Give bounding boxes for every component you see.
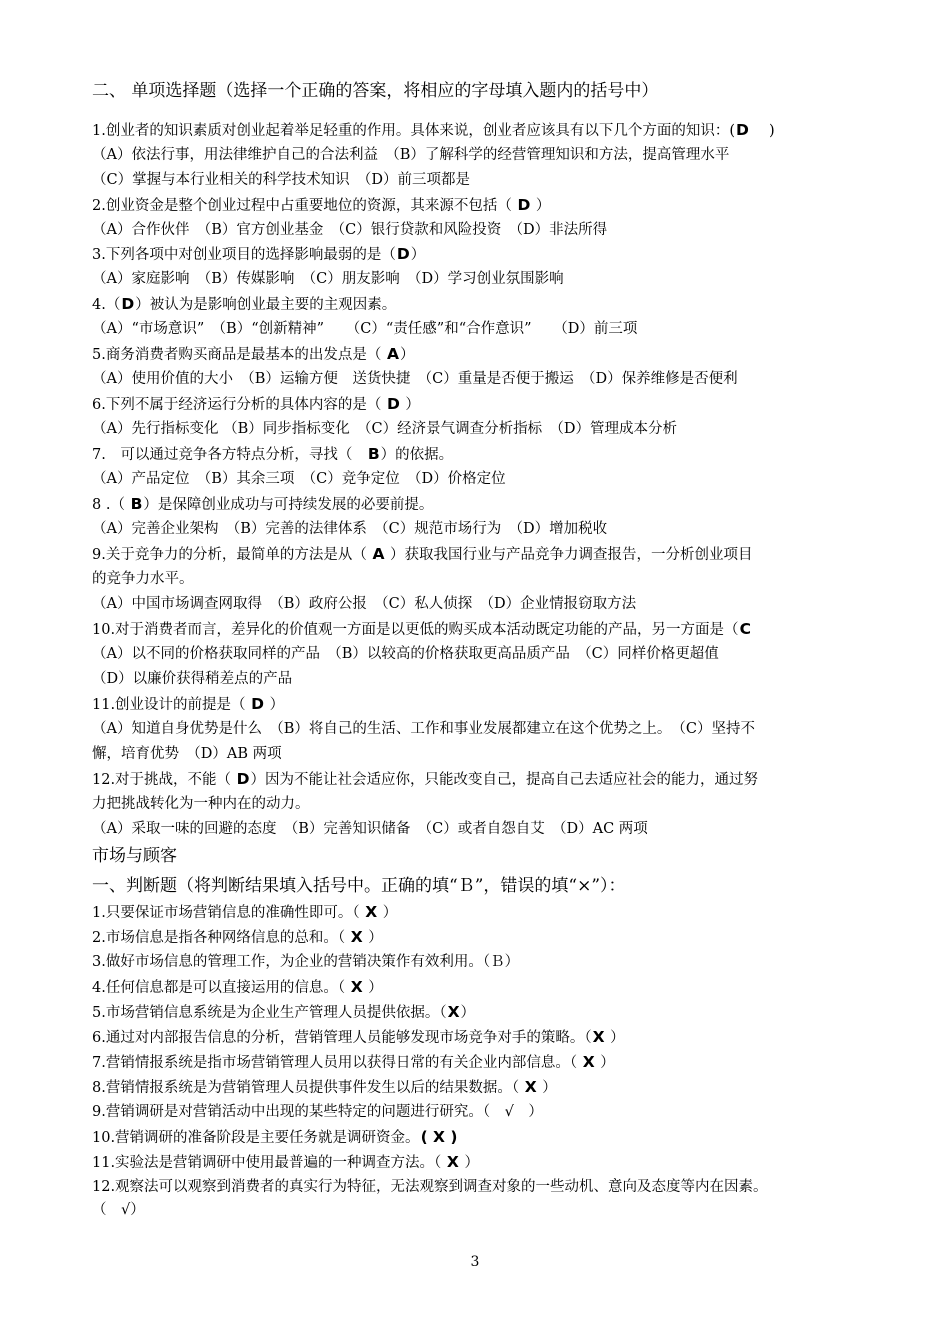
answer-mark: A — [386, 345, 399, 363]
question-text-after: ） — [460, 1005, 476, 1021]
question-text: 9.营销调研是对营销活动中出现的某些特定的问题进行研究。（ √ ） — [92, 1104, 543, 1120]
answer-mark: X — [592, 1028, 605, 1046]
question-text: （A）产品定位 （B）其余三项 （C）竞争定位 （D）价格定位 — [92, 471, 506, 487]
question-text-after: ）的依据。 — [380, 447, 454, 463]
question-text: 懈，培育优势 （D）AB 两项 — [92, 746, 282, 762]
answer-mark: D — [396, 245, 410, 263]
question-text: 12.观察法可以观察到消费者的真实行为特征，无法观察到调查对象的一些动机、意向及态度等内在因素。 — [92, 1179, 768, 1195]
answer-mark: D — [121, 295, 135, 313]
question-text-after: ） — [459, 1155, 479, 1171]
answer-mark: D — [386, 395, 400, 413]
answer-mark: D — [736, 121, 749, 139]
question-text: 2.创业资金是整个创业过程中占重要地位的资源，其来源不包括（ — [92, 198, 517, 214]
question-line — [92, 467, 872, 492]
answer-mark: C — [739, 620, 751, 638]
section-title-true-false: 一、判断题（将判断结果填入括号中。正确的填“Ｂ”，错误的填“×”）： — [92, 876, 626, 896]
question-line — [92, 193, 872, 218]
question-text: 力把挑战转化为一种内在的动力。 — [92, 796, 310, 812]
question-text: 11.创业设计的前提是（ — [92, 697, 251, 713]
question-line — [92, 767, 872, 792]
question-line — [92, 143, 872, 168]
question-text: 10.营销调研的准备阶段是主要任务就是调研资金。 — [92, 1130, 420, 1146]
question-text: （A）中国市场调查网取得 （B）政府公报 （C）私人侦探 （D）企业情报窃取方法 — [92, 596, 637, 612]
answer-mark: X — [350, 928, 363, 946]
question-line — [92, 517, 872, 542]
question-text-after: ） — [378, 905, 398, 921]
question-line — [92, 1175, 872, 1200]
question-line — [92, 292, 872, 317]
question-text-after: ）因为不能让社会适应你，只能改变自己，提高自己去适应社会的能力，通过努 — [250, 772, 759, 788]
question-text: （A）知道自身优势是什么 （B）将自己的生活、工作和事业发展都建立在这个优势之上。 （C）坚持不 — [92, 721, 755, 737]
question-text: 8 .（ — [92, 497, 130, 513]
question-text: 7. 可以通过竞争各方特点分析，寻找（ — [92, 447, 367, 463]
question-text-after: ） — [363, 980, 383, 996]
question-line — [92, 367, 872, 392]
question-text: 5.商务消费者购买商品是最基本的出发点是（ — [92, 347, 386, 363]
answer-mark: X — [350, 978, 363, 996]
question-line — [92, 168, 872, 193]
question-text-after: ） — [400, 397, 420, 413]
question-line — [92, 242, 872, 267]
question-line — [92, 118, 872, 143]
question-line — [92, 1000, 872, 1025]
page-number: 3 — [470, 1254, 480, 1270]
question-text-after: ) — [749, 123, 775, 139]
question-text-after: ） — [595, 1055, 615, 1071]
question-text: （ √） — [92, 1202, 145, 1218]
question-line — [92, 317, 872, 342]
answer-mark: A — [372, 545, 385, 563]
question-text-after: ） — [605, 1030, 625, 1046]
answer-mark: X — [365, 903, 378, 921]
question-text: 3.做好市场信息的管理工作，为企业的营销决策作有效利用。（Ｂ） — [92, 954, 520, 970]
question-text-after: ） — [363, 930, 383, 946]
question-line — [92, 1075, 872, 1100]
question-text: 5.市场营销信息系统是为企业生产管理人员提供依据。（ — [92, 1005, 447, 1021]
question-line — [92, 642, 872, 667]
question-line — [92, 717, 872, 742]
answer-mark: D — [517, 196, 531, 214]
question-text-after: ）是保障创业成功与可持续发展的必要前提。 — [143, 497, 434, 513]
question-text: 8.营销情报系统是为营销管理人员提供事件发生以后的结果数据。（ — [92, 1080, 524, 1096]
question-text: （A）以不同的价格获取同样的产品 （B）以较高的价格获取更高品质产品 （C）同样价格更超值 — [92, 646, 719, 662]
question-text-after: ）被认为是影响创业最主要的主观因素。 — [135, 297, 397, 313]
question-line — [92, 592, 872, 617]
question-line — [92, 925, 872, 950]
question-text: （A）完善企业架构 （B）完善的法律体系 （C）规范市场行为 （D）增加税收 — [92, 521, 608, 537]
question-text: （A）家庭影响 （B）传媒影响 （C）朋友影响 （D）学习创业氛围影响 — [92, 271, 564, 287]
question-text: （C）掌握与本行业相关的科学技术知识 （D）前三项都是 — [92, 172, 470, 188]
question-line — [92, 900, 872, 925]
question-text: 9.关于竞争力的分析，最简单的方法是从（ — [92, 547, 372, 563]
question-line — [92, 567, 872, 592]
question-line — [92, 975, 872, 1000]
question-text: 1.只要保证市场营销信息的准确性即可。（ — [92, 905, 365, 921]
answer-mark: X — [582, 1053, 595, 1071]
answer-mark: D — [236, 770, 250, 788]
question-text-after: ） — [410, 247, 426, 263]
question-line — [92, 218, 872, 243]
question-text: （A）合作伙伴 （B）官方创业基金 （C）银行贷款和风险投资 （D）非法所得 — [92, 222, 608, 238]
question-line — [92, 792, 872, 817]
question-text-after: ） — [265, 697, 285, 713]
question-text: 4.（ — [92, 297, 121, 313]
question-text: 3.下列各项中对创业项目的选择影响最弱的是（ — [92, 247, 396, 263]
question-text: （A）先行指标变化 （B）同步指标变化 （C）经济景气调查分析指标 （D）管理成本分析 — [92, 421, 677, 437]
question-text: 7.营销情报系统是指市场营销管理人员用以获得日常的有关企业内部信息。（ — [92, 1055, 582, 1071]
section-title-market: 市场与顾客 — [92, 846, 177, 866]
question-text: （A）“市场意识” （B）“创新精神” （C）“责任感”和“合作意识” （D）前三项 — [92, 321, 638, 337]
question-text: 6.通过对内部报告信息的分析，营销管理人员能够发现市场竞争对手的策略。（ — [92, 1030, 592, 1046]
question-line — [92, 667, 872, 692]
question-text: 1.创业者的知识素质对创业起着举足轻重的作用。具体来说，创业者应该具有以下几个方面的知识：( — [92, 123, 735, 139]
question-line — [92, 442, 872, 467]
question-text: （A）依法行事，用法律维护自己的合法利益 （B）了解科学的经营管理知识和方法，提高管理水平 — [92, 147, 730, 163]
question-line — [92, 542, 872, 567]
question-line — [92, 267, 872, 292]
question-line — [92, 1150, 872, 1175]
answer-mark: B — [367, 445, 380, 463]
question-line — [92, 1050, 872, 1075]
question-text: 12.对于挑战，不能（ — [92, 772, 236, 788]
question-text-after: ） — [531, 198, 551, 214]
question-line — [92, 417, 872, 442]
question-text: 2.市场信息是指各种网络信息的总和。（ — [92, 930, 350, 946]
question-text: （D）以廉价获得稍差点的产品 — [92, 671, 293, 687]
question-line — [92, 1198, 872, 1223]
question-text-after: ）获取我国行业与产品竞争力调查报告，一分析创业项目 — [385, 547, 753, 563]
question-text: 的竞争力水平。 — [92, 571, 194, 587]
question-line — [92, 742, 872, 767]
question-line — [92, 692, 872, 717]
question-line — [92, 1100, 872, 1125]
question-line — [92, 817, 872, 842]
question-text: 4.任何信息都是可以直接运用的信息。（ — [92, 980, 350, 996]
question-line — [92, 1025, 872, 1050]
answer-mark: ( X ) — [420, 1128, 458, 1146]
question-text-after: ） — [399, 347, 415, 363]
question-text: （A）采取一味的回避的态度 （B）完善知识储备 （C）或者自怨自艾 （D）AC 两项 — [92, 821, 648, 837]
question-text: （A）使用价值的大小 （B）运输方便 送货快捷 （C）重量是否便于搬运 （D）保养维修是否便利 — [92, 371, 738, 387]
question-line — [92, 392, 872, 417]
answer-mark: D — [251, 695, 265, 713]
question-text: 10.对于消费者而言，差异化的价值观一方面是以更低的购买成本活动既定功能的产品，另一方面是（ — [92, 622, 739, 638]
question-line — [92, 950, 872, 975]
section-title-multiple-choice: 二、 单项选择题（选择一个正确的答案，将相应的字母填入题内的括号中） — [92, 81, 659, 101]
question-line — [92, 1125, 872, 1150]
answer-mark: X — [446, 1153, 459, 1171]
question-line — [92, 492, 872, 517]
answer-mark: B — [130, 495, 143, 513]
question-line — [92, 342, 872, 367]
question-text: 6.下列不属于经济运行分析的具体内容的是（ — [92, 397, 386, 413]
question-text-after: ） — [537, 1080, 557, 1096]
question-line — [92, 617, 872, 642]
question-text: 11.实验法是营销调研中使用最普遍的一种调查方法。（ — [92, 1155, 446, 1171]
answer-mark: X — [447, 1003, 460, 1021]
answer-mark: X — [524, 1078, 537, 1096]
